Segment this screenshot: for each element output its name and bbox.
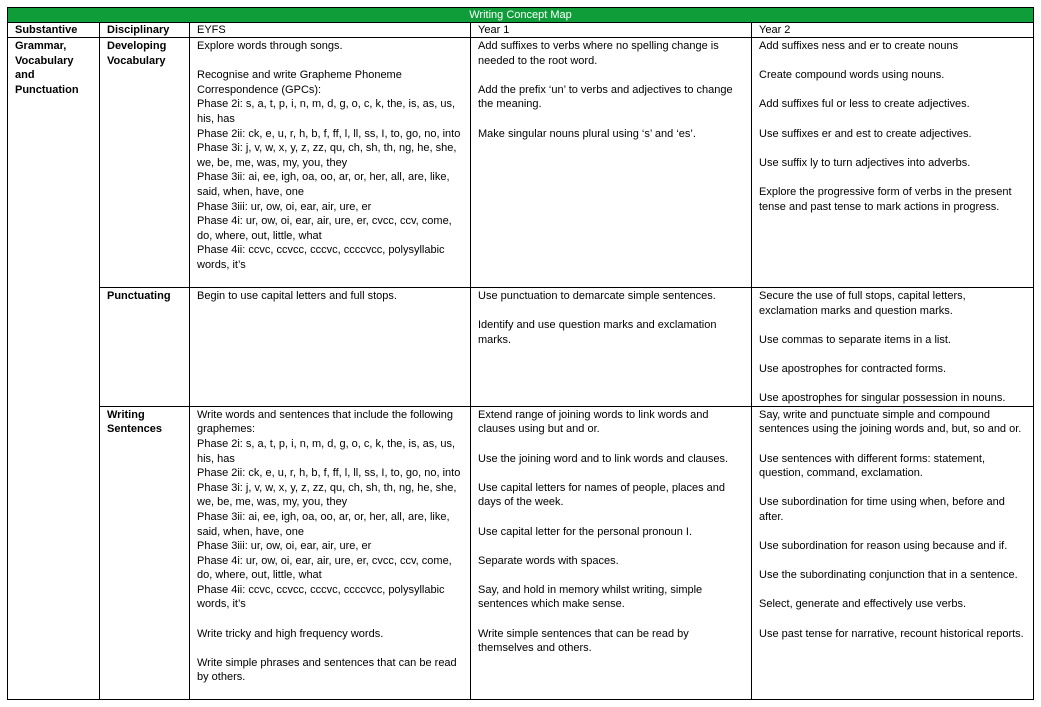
list-item: Write simple phrases and sentences that can be read by others. [197, 656, 457, 684]
list-item: Use subordination for time using when, before and after. [759, 496, 1005, 523]
list-item: Make singular nouns plural using ‘s’ and ‘es’. [478, 127, 696, 140]
list-item: Add suffixes ness and er to create nouns [759, 40, 959, 52]
year2-cell [752, 288, 1034, 407]
substantive-cell [8, 38, 100, 700]
header-year2: Year 2 [752, 23, 1034, 38]
list-item: Add suffixes ful or less to create adjectives. [759, 98, 970, 111]
disciplinary-label: Writing Sentences [107, 408, 163, 436]
list-item: Write tricky and high frequency words. [197, 627, 384, 640]
list-item: Select, generate and effectively use verbs. [759, 598, 967, 611]
list-item: Use suffix ly to turn adjectives into adverbs. [759, 156, 971, 169]
list-item: Explore words through songs. [197, 40, 343, 52]
concept-map-table [7, 7, 1034, 700]
eyfs-cell [190, 38, 471, 288]
disciplinary-cell [100, 38, 190, 288]
row-writing-sentences [8, 406, 1034, 699]
eyfs-cell [190, 288, 471, 407]
list-item: Add suffixes to verbs where no spelling change is needed to the root word. [478, 40, 719, 67]
row-punctuating [8, 288, 1034, 407]
list-item: Add the prefix ‘un’ to verbs and adjectives to change the meaning. [478, 83, 733, 111]
list-item: Use commas to separate items in a list. [759, 333, 951, 346]
list-item: Recognise and write Grapheme Phoneme Correspondence (GPCs): Phase 2i: s, a, t, p, i, n, m, d, g, o, c, k, the, is, as, us, his, has Phase 2ii: ck, e, u, r, h, b, f, ff, l, ll, ss, I, to, go, no, into Phase 3i: j, v, w, x, y, z, zz, qu, ch, sh, th, ng, he, she, we, be, me, was, my, you, they Phase 3ii: ai, ee, igh, oa, oo, ar, or, her, all, are, like, said, when, have, one Phase 3iii: ur, ow, oi, ear, air, ure, er Phase 4i: ur, ow, oi, ear, air, ure, er, cvcc, ccv, come, do, where, out, little, what Phase 4ii: ccvc, ccvcc, cccvc, ccccvcc, polysyllabic words, it’s [197, 69, 461, 271]
list-item: Separate words with spaces. [478, 554, 619, 567]
list-item: Say, and hold in memory whilst writing, simple sentences which make sense. [478, 583, 703, 611]
year1-cell [471, 288, 752, 407]
header-year1: Year 1 [471, 23, 752, 38]
list-item: Use punctuation to demarcate simple sentences. [478, 290, 716, 302]
list-item: Use capital letter for the personal pronoun I. [478, 525, 693, 538]
list-item: Use the joining word and to link words and clauses. [478, 452, 729, 465]
list-item: Say, write and punctuate simple and compound sentences using the joining words and, but, so and or. [759, 408, 1022, 436]
list-item: Use past tense for narrative, recount historical reports. [759, 627, 1024, 640]
disciplinary-label: Developing Vocabulary [107, 40, 167, 67]
list-item: Extend range of joining words to link words and clauses using but and or. [478, 408, 709, 436]
disciplinary-cell [100, 406, 190, 699]
table-title: Writing Concept Map [8, 8, 1034, 23]
year1-cell [471, 38, 752, 288]
header-row [8, 23, 1034, 38]
header-substantive: Substantive [8, 23, 100, 38]
disciplinary-label: Punctuating [107, 290, 171, 302]
year1-cell [471, 406, 752, 699]
list-item: Use sentences with different forms: statement, question, command, exclamation. [759, 452, 986, 480]
list-item: Use apostrophes for contracted forms. [759, 362, 947, 375]
list-item: Use apostrophes for singular possession in nouns. [759, 392, 1006, 405]
year2-cell [752, 406, 1034, 699]
disciplinary-cell [100, 288, 190, 407]
list-item: Use the subordinating conjunction that in a sentence. [759, 569, 1018, 582]
list-item: Use capital letters for names of people, places and days of the week. [478, 481, 726, 509]
eyfs-cell [190, 406, 471, 699]
list-item: Create compound words using nouns. [759, 69, 945, 82]
list-item: Write simple sentences that can be read by themselves and others. [478, 627, 689, 655]
title-row [8, 8, 1034, 23]
header-disciplinary: Disciplinary [100, 23, 190, 38]
list-item: Use subordination for reason using because and if. [759, 540, 1008, 553]
list-item: Secure the use of full stops, capital letters, exclamation marks and question marks. [759, 290, 966, 317]
list-item: Identify and use question marks and exclamation marks. [478, 319, 717, 346]
list-item: Use suffixes er and est to create adjectives. [759, 127, 972, 140]
year2-cell [752, 38, 1034, 288]
list-item: Explore the progressive form of verbs in the present tense and past tense to mark actions in progress. [759, 185, 1012, 213]
header-eyfs: EYFS [190, 23, 471, 38]
substantive-label: Grammar, Vocabulary and Punctuation [15, 40, 79, 96]
row-developing-vocabulary [8, 38, 1034, 288]
list-item: Begin to use capital letters and full stops. [197, 290, 397, 302]
list-item: Write words and sentences that include the following graphemes: Phase 2i: s, a, t, p, i, n, m, d, g, o, c, k, the, is, as, us, his, has Phase 2ii: ck, e, u, r, h, b, f, ff, l, ll, ss, I, to, go, no, into Phase 3i: j, v, w, x, y, z, zz, qu, ch, sh, th, ng, he, she, we, be, me, was, my, you, they Phase 3ii: ai, ee, igh, oa, oo, ar, or, her, all, are, like, said, when, have, one Phase 3iii: ur, ow, oi, ear, air, ure, er Phase 4i: ur, ow, oi, ear, air, ure, er, cvcc, ccv, come, do, where, out, little, what Phase 4ii: ccvc, ccvcc, cccvc, ccccvcc, polysyllabic words, it’s [197, 408, 461, 611]
